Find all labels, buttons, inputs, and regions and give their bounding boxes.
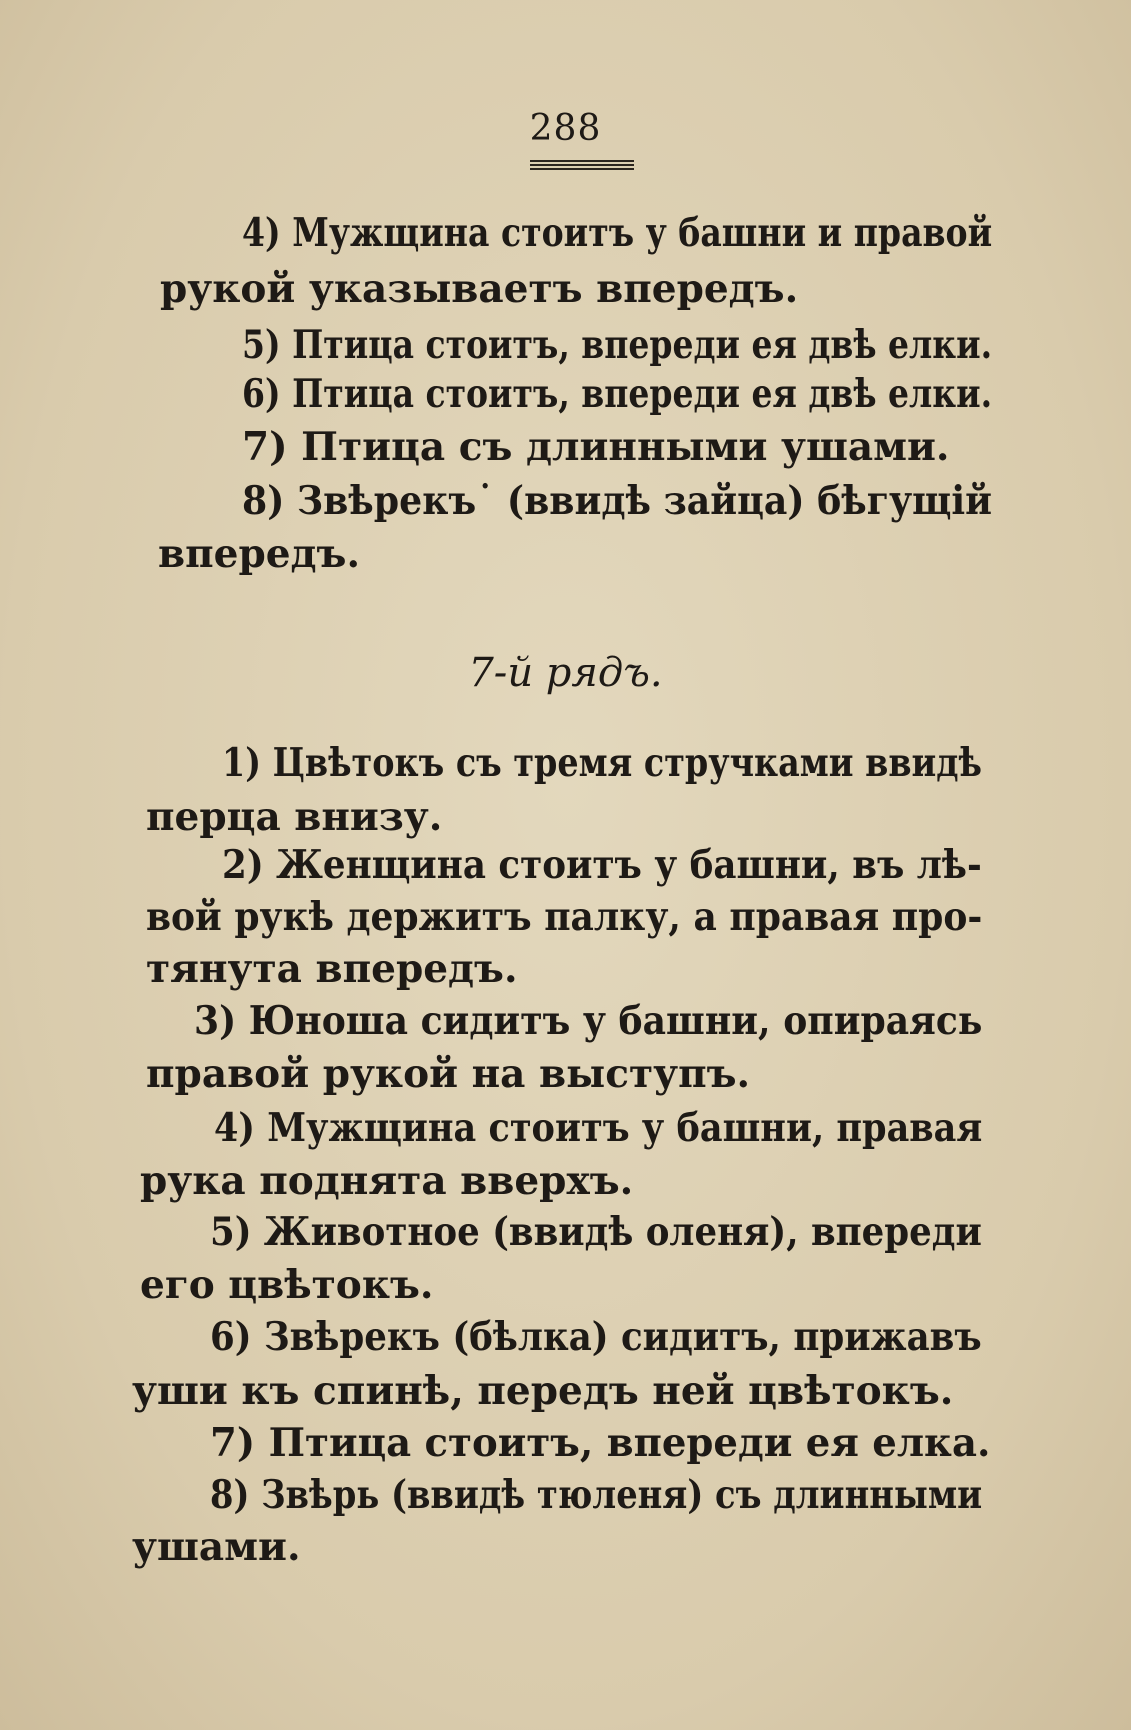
list-item-line: 6) Птица стоитъ, впереди ея двѣ елки. — [242, 371, 993, 417]
list-item-line: 3) Юноша сидитъ у башни, опираясь — [194, 998, 983, 1044]
page-number-rule — [530, 160, 634, 170]
list-item-line: 5) Птица стоитъ, впереди ея двѣ елки. — [242, 322, 993, 368]
list-item-line: 4) Мужщина стоитъ у башни и правой — [242, 210, 993, 256]
list-item-line: 8) Звѣрекъ˙ (ввидѣ зайца) бѣгущій — [242, 478, 993, 524]
list-item-line: 8) Звѣрь (ввидѣ тюленя) съ длинными — [210, 1472, 983, 1518]
list-item-line: 7) Птица стоитъ, впереди ея елка. — [210, 1420, 991, 1466]
list-item-line: тянута впередъ. — [146, 946, 518, 992]
list-item-line: рука поднята вверхъ. — [140, 1158, 634, 1204]
page-number: 288 — [529, 108, 602, 149]
list-item-line: 2) Женщина стоитъ у башни, въ лѣ- — [222, 842, 982, 888]
list-item-line: его цвѣтокъ. — [140, 1262, 434, 1308]
list-item-line: вой рукѣ держитъ палку, а правая про- — [146, 894, 983, 940]
list-item-line: ушами. — [132, 1524, 301, 1570]
list-item-line: 6) Звѣрекъ (бѣлка) сидитъ, прижавъ — [210, 1314, 982, 1360]
list-item-line: рукой указываетъ впередъ. — [160, 266, 799, 312]
list-item-line: 1) Цвѣтокъ съ тремя стручками ввидѣ — [222, 740, 983, 786]
list-item-line: 5) Животное (ввидѣ оленя), впереди — [210, 1209, 982, 1255]
list-item-line: впередъ. — [158, 531, 361, 577]
list-item-line: 7) Птица съ длинными ушами. — [242, 424, 950, 470]
list-item-line: 4) Мужщина стоитъ у башни, правая — [214, 1105, 983, 1151]
list-item-line: уши къ спинѣ, передъ ней цвѣтокъ. — [132, 1368, 954, 1414]
list-item-line: перца внизу. — [146, 794, 443, 840]
section-heading: 7-й рядъ. — [468, 650, 663, 696]
list-item-line: правой рукой на выступъ. — [146, 1051, 751, 1097]
